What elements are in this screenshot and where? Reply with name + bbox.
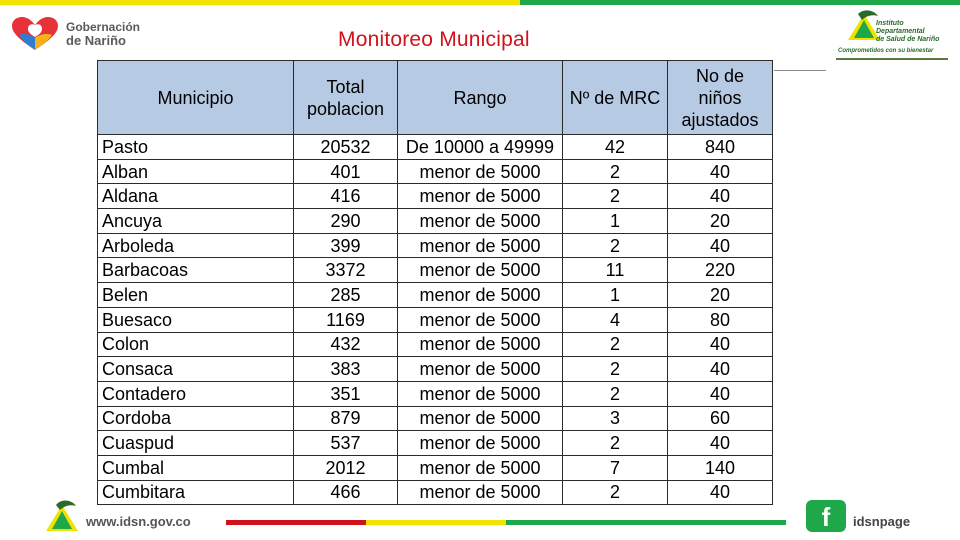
table-row xyxy=(98,406,773,431)
cell-total: 399 xyxy=(294,233,398,258)
header-rango: Rango xyxy=(398,61,563,135)
top-stripe-green xyxy=(520,0,960,5)
cell-municipio: Buesaco xyxy=(98,307,294,332)
table-row xyxy=(98,135,773,160)
header-ninos xyxy=(668,61,773,135)
cell-ninos: 40 xyxy=(668,184,773,209)
heart-logo-icon xyxy=(10,16,60,52)
facebook-icon[interactable]: f xyxy=(806,500,846,532)
cell-total: 2012 xyxy=(294,455,398,480)
cell-rango: menor de 5000 xyxy=(398,480,563,505)
institute-underline xyxy=(836,58,948,60)
page-title: Monitoreo Municipal xyxy=(338,28,530,51)
website-link[interactable]: www.idsn.gov.co xyxy=(86,514,191,529)
cell-mrc: 1 xyxy=(563,209,668,234)
table-row xyxy=(98,431,773,456)
cell-rango: menor de 5000 xyxy=(398,431,563,456)
cell-rango: menor de 5000 xyxy=(398,307,563,332)
cell-total: 1169 xyxy=(294,307,398,332)
table-row xyxy=(98,258,773,283)
footer-stripe-red xyxy=(226,520,366,525)
cell-rango: menor de 5000 xyxy=(398,159,563,184)
cell-rango: menor de 5000 xyxy=(398,455,563,480)
cell-rango: menor de 5000 xyxy=(398,233,563,258)
table-row xyxy=(98,381,773,406)
connector-line xyxy=(774,70,826,71)
cell-ninos: 140 xyxy=(668,455,773,480)
cell-rango: menor de 5000 xyxy=(398,332,563,357)
cell-mrc: 2 xyxy=(563,159,668,184)
cell-total: 290 xyxy=(294,209,398,234)
cell-total: 285 xyxy=(294,283,398,308)
table-row xyxy=(98,283,773,308)
cell-ninos: 220 xyxy=(668,258,773,283)
cell-total: 401 xyxy=(294,159,398,184)
cell-municipio: Ancuya xyxy=(98,209,294,234)
cell-mrc: 7 xyxy=(563,455,668,480)
cell-mrc: 2 xyxy=(563,381,668,406)
cell-rango: menor de 5000 xyxy=(398,258,563,283)
table-row xyxy=(98,357,773,382)
cell-municipio: Cumbitara xyxy=(98,480,294,505)
header-total-line1: Total xyxy=(326,76,365,97)
cell-ninos: 40 xyxy=(668,357,773,382)
footer-stripe-yellow xyxy=(366,520,506,525)
top-stripe-yellow xyxy=(0,0,520,5)
cell-municipio: Cumbal xyxy=(98,455,294,480)
cell-rango: menor de 5000 xyxy=(398,209,563,234)
table-row xyxy=(98,455,773,480)
table-row xyxy=(98,159,773,184)
cell-rango: menor de 5000 xyxy=(398,357,563,382)
institute-logo xyxy=(836,8,952,58)
header-municipio: Municipio xyxy=(98,61,294,135)
cell-rango: menor de 5000 xyxy=(398,406,563,431)
cell-municipio: Pasto xyxy=(98,135,294,160)
cell-total: 879 xyxy=(294,406,398,431)
cell-municipio: Cuaspud xyxy=(98,431,294,456)
org-name-line2: de Nariño xyxy=(66,33,126,48)
cell-mrc: 42 xyxy=(563,135,668,160)
header-mrc: Nº de MRC xyxy=(563,61,668,135)
cell-municipio: Cordoba xyxy=(98,406,294,431)
institute-slogan: Comprometidos con su bienestar xyxy=(838,48,934,54)
cell-mrc: 11 xyxy=(563,258,668,283)
table-row xyxy=(98,480,773,505)
cell-ninos: 20 xyxy=(668,283,773,308)
institute-line3: de Salud de Nariño xyxy=(876,36,940,43)
cell-total: 20532 xyxy=(294,135,398,160)
cell-municipio: Belen xyxy=(98,283,294,308)
cell-ninos: 60 xyxy=(668,406,773,431)
cell-total: 383 xyxy=(294,357,398,382)
cell-mrc: 2 xyxy=(563,233,668,258)
header-total-line2: poblacion xyxy=(306,98,385,119)
cell-rango: menor de 5000 xyxy=(398,283,563,308)
header-total-poblacion xyxy=(294,61,398,135)
cell-mrc: 1 xyxy=(563,283,668,308)
cell-total: 416 xyxy=(294,184,398,209)
gobernacion-logo xyxy=(10,16,140,52)
cell-ninos: 40 xyxy=(668,332,773,357)
cell-rango: menor de 5000 xyxy=(398,184,563,209)
cell-total: 351 xyxy=(294,381,398,406)
header-ninos-line3: ajustados xyxy=(681,109,759,130)
table-header-row xyxy=(98,61,773,135)
table-row xyxy=(98,307,773,332)
institute-line2: Departamental xyxy=(876,28,925,35)
cell-municipio: Consaca xyxy=(98,357,294,382)
cell-mrc: 2 xyxy=(563,431,668,456)
footer-leaf-logo-icon xyxy=(42,497,82,535)
cell-municipio: Contadero xyxy=(98,381,294,406)
cell-mrc: 2 xyxy=(563,332,668,357)
cell-rango: menor de 5000 xyxy=(398,381,563,406)
table-row xyxy=(98,233,773,258)
cell-ninos: 840 xyxy=(668,135,773,160)
org-name-line1: Gobernación xyxy=(66,20,141,34)
social-handle[interactable]: idsnpage xyxy=(853,514,911,529)
cell-municipio: Alban xyxy=(98,159,294,184)
cell-mrc: 2 xyxy=(563,184,668,209)
table-row xyxy=(98,209,773,234)
cell-ninos: 40 xyxy=(668,233,773,258)
cell-municipio: Aldana xyxy=(98,184,294,209)
cell-ninos: 80 xyxy=(668,307,773,332)
cell-ninos: 40 xyxy=(668,431,773,456)
cell-total: 432 xyxy=(294,332,398,357)
table-row xyxy=(98,184,773,209)
cell-municipio: Barbacoas xyxy=(98,258,294,283)
cell-ninos: 40 xyxy=(668,159,773,184)
cell-municipio: Arboleda xyxy=(98,233,294,258)
cell-total: 466 xyxy=(294,480,398,505)
header-ninos-line1: No de xyxy=(695,65,745,86)
cell-ninos: 20 xyxy=(668,209,773,234)
institute-line1: Instituto xyxy=(876,20,904,27)
cell-mrc: 4 xyxy=(563,307,668,332)
cell-rango: De 10000 a 49999 xyxy=(398,135,563,160)
table-row xyxy=(98,332,773,357)
cell-total: 3372 xyxy=(294,258,398,283)
cell-mrc: 2 xyxy=(563,480,668,505)
footer-stripe-green xyxy=(506,520,786,525)
cell-municipio: Colon xyxy=(98,332,294,357)
cell-mrc: 3 xyxy=(563,406,668,431)
cell-ninos: 40 xyxy=(668,381,773,406)
cell-total: 537 xyxy=(294,431,398,456)
header-ninos-line2: niños xyxy=(698,87,742,108)
cell-ninos: 40 xyxy=(668,480,773,505)
cell-mrc: 2 xyxy=(563,357,668,382)
municipal-table xyxy=(97,60,773,505)
